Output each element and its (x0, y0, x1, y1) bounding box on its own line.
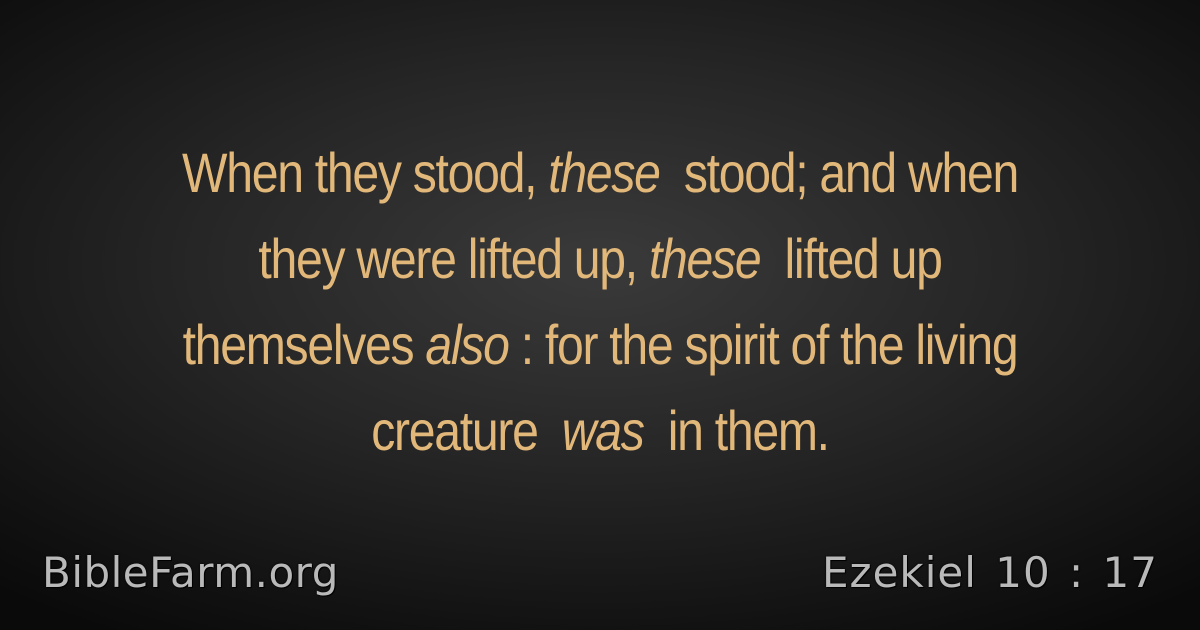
verse-line-4: creature was in them. (371, 399, 829, 462)
italic-word: was (561, 399, 644, 462)
verse-line-3: themselves also : for the spirit of the living (182, 313, 1018, 376)
verse-text (118, 130, 1081, 474)
verse-reference: Ezekiel 10 : 17 (821, 548, 1158, 597)
site-name: BibleFarm.org (42, 548, 339, 597)
italic-word: these (548, 141, 660, 204)
verse-line-1: When they stood, these stood; and when (182, 141, 1018, 204)
italic-word: also (425, 313, 509, 376)
verse-line-2: they were lifted up, these lifted up (258, 227, 942, 290)
italic-word: these (648, 227, 761, 290)
